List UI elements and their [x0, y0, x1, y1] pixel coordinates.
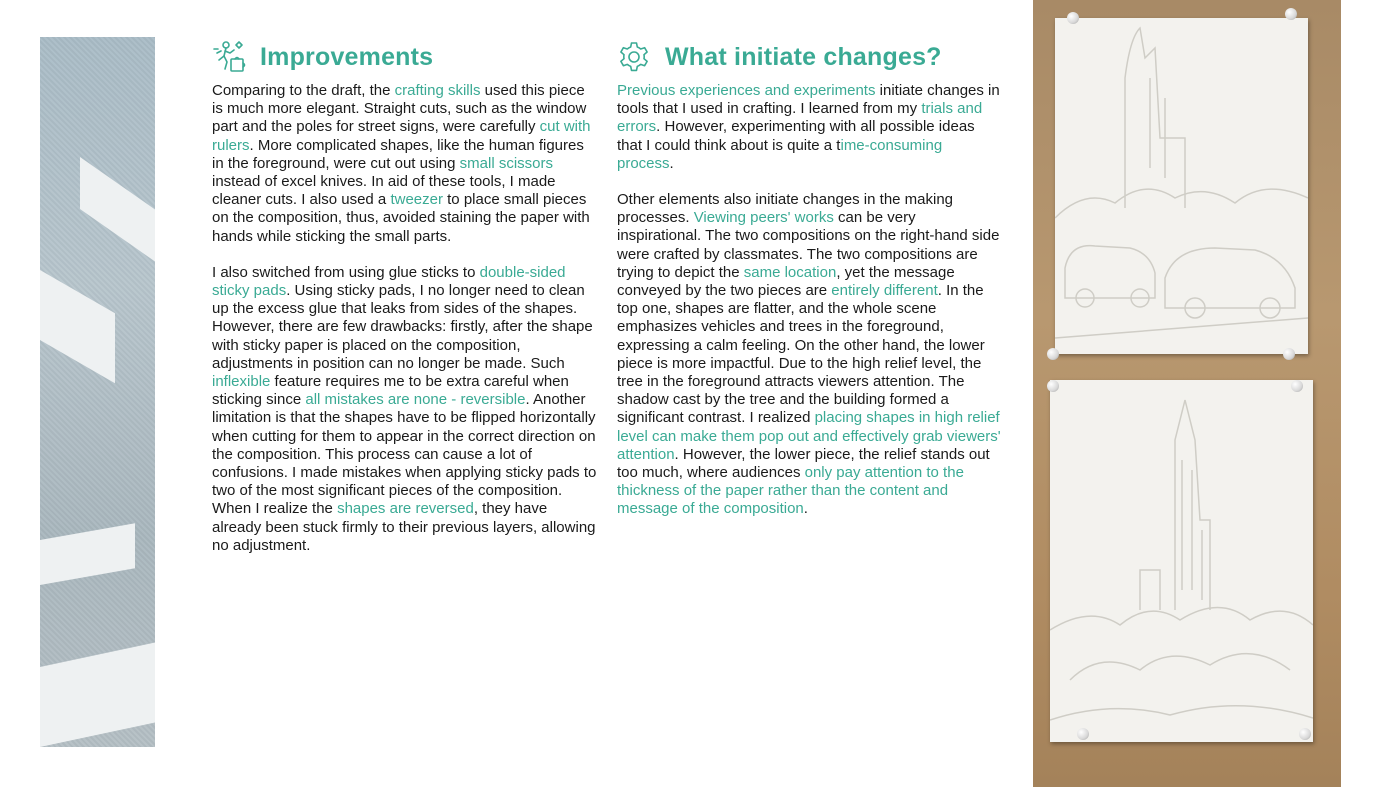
push-pin: [1047, 348, 1059, 360]
body-text: instead of excel knives. In aid of these tools, I made cleaner cuts. I also used a: [212, 173, 556, 209]
paper-relief-compositions-photo: [1033, 0, 1341, 787]
body-text: . Another limitation is that the shapes have to be flipped horizontally when cutting for them to appear in the correct direction on the composition. This process can cause a lot of confusions. I made mistakes when applying sticky pads to two of the most significant pieces of the composition. When I realize the: [212, 391, 597, 518]
highlighted-phrase: trials and errors: [617, 100, 983, 136]
body-text: to place small pieces on the composition, thus, avoided staining the paper with hands while sticking the small parts.: [212, 191, 590, 245]
improvements-section: [212, 40, 597, 573]
push-pin: [1291, 380, 1303, 392]
improvements-title: Improvements: [260, 42, 434, 71]
push-pin: [1299, 728, 1311, 740]
body-text: , they have already been stuck firmly to their previous layers, allowing no adjustment.: [212, 500, 596, 554]
body-text: .: [803, 500, 808, 518]
push-pin: [1283, 348, 1295, 360]
improvements-paragraph: [212, 264, 597, 555]
highlighted-phrase: inflexible: [212, 373, 271, 391]
body-text: . In the top one, shapes are flatter, and the whole scene emphasizes vehicles and trees in the foreground, expressing a calm feeling. On the other hand, the lower piece is more impactful. Due to the high relief level, the tree in the foreground attracts viewers attention. The shadow cast by the tree and the building formed a significant contrast. I realized: [617, 282, 985, 427]
changes-title: What initiate changes?: [665, 42, 942, 71]
highlighted-phrase: only pay attention to the thickness of the paper rather than the content and message of the composition: [617, 464, 964, 518]
relief-composition-bottom: [1050, 380, 1313, 742]
push-pin: [1067, 12, 1079, 24]
body-text: . However, experimenting with all possible ideas that I could think about is quite a t: [617, 118, 975, 154]
highlighted-phrase: all mistakes are none - reversible: [305, 391, 526, 409]
changes-heading-row: [617, 40, 1002, 74]
body-text: , yet the message conveyed by the two pieces are: [617, 263, 955, 300]
highlighted-phrase: cut with rulers: [212, 118, 591, 154]
crosswalk-stripe: [40, 643, 155, 747]
highlighted-phrase: crafting skills: [394, 82, 481, 99]
body-text: .: [669, 154, 674, 172]
changes-section: [617, 40, 1002, 537]
body-text: . However, the lower piece, the relief stands out too much, where audiences: [617, 445, 990, 482]
highlighted-phrase: ime-consuming process: [617, 136, 943, 172]
highlighted-phrase: Previous experiences and experiments: [617, 82, 876, 99]
body-text: . More complicated shapes, like the human figures in the foreground, were cut out using: [212, 136, 584, 172]
body-text: used this piece is much more elegant. Straight cuts, such as the window part and the poles for street signs, were carefully: [212, 82, 587, 136]
body-text: feature requires me to be extra careful when sticking since: [212, 373, 569, 409]
body-text: can be very inspirational. The two compositions on the right-hand side were crafted by classmates. The two compositions are trying to depict the: [617, 209, 1000, 281]
improvements-paragraph: [212, 82, 597, 246]
body-text: I also switched from using glue sticks to: [212, 263, 480, 281]
runner-puzzle-icon: [212, 40, 246, 74]
improvements-heading-row: [212, 40, 597, 74]
push-pin: [1047, 380, 1059, 392]
highlighted-phrase: double-sided sticky pads: [212, 263, 566, 300]
highlighted-phrase: Viewing peers' works: [693, 209, 834, 227]
relief-composition-top: [1055, 18, 1308, 354]
highlighted-phrase: entirely different: [831, 282, 938, 300]
highlighted-phrase: small scissors: [459, 154, 553, 172]
changes-paragraph: [617, 82, 1002, 173]
body-text: . Using sticky pads, I no longer need to clean up the excess glue that leaks from sides of the shapes. However, there are few drawbacks: firstly, after the shape with sticky paper is placed on the composition, adjustments in position can no longer be made. Such: [212, 282, 593, 372]
changes-paragraph: [617, 191, 1002, 519]
improvements-body: [212, 82, 597, 555]
body-text: initiate changes in tools that I used in crafting. I learned from my: [617, 82, 1000, 118]
gear-icon: [617, 40, 651, 74]
highlighted-phrase: placing shapes in high relief level can make them pop out and effectively grab viewers' attention: [617, 409, 1001, 463]
highlighted-phrase: shapes are reversed: [337, 500, 474, 518]
highlighted-phrase: tweezer: [390, 191, 443, 209]
highlighted-phrase: same location: [743, 263, 837, 281]
crosswalk-stripe: [80, 157, 155, 293]
body-text: Comparing to the draft, the: [212, 82, 395, 99]
changes-body: [617, 82, 1002, 519]
body-text: Other elements also initiate changes in the making processes.: [617, 191, 954, 227]
road-crosswalk-photo: [40, 37, 155, 747]
push-pin: [1077, 728, 1089, 740]
crosswalk-stripe: [40, 270, 115, 383]
crosswalk-stripe: [40, 523, 135, 585]
push-pin: [1285, 8, 1297, 20]
